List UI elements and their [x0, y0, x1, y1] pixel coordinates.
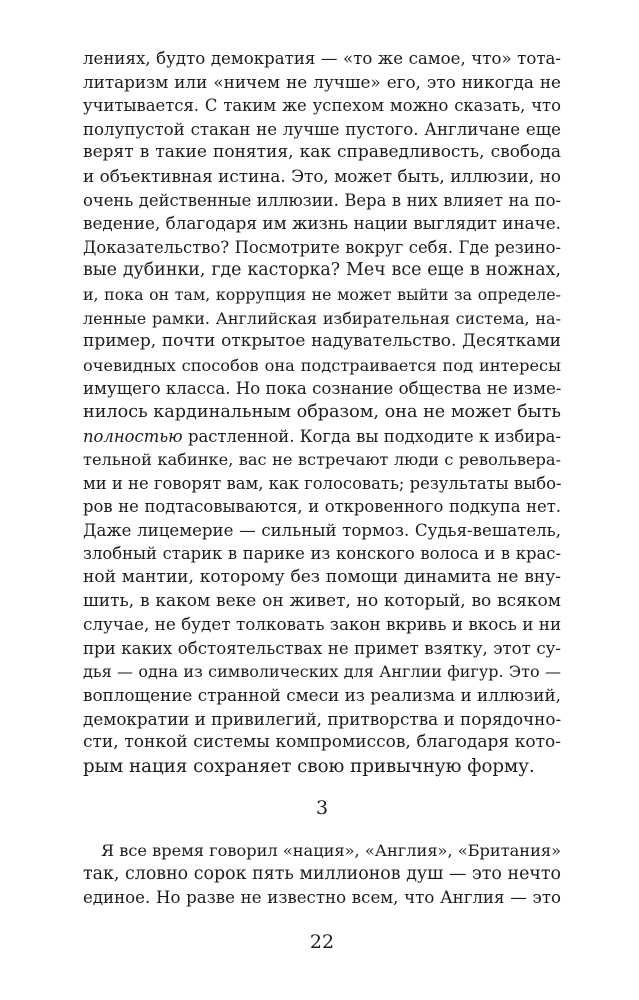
- text-line: литаризм или «ничем не лучше» его, это никогда не: [83, 71, 561, 92]
- text-line-rest: растленной. Когда вы подходите к избира-: [182, 426, 561, 446]
- paragraph-1: [83, 47, 561, 778]
- text-line: дья — одна из символических для Англии фигур. Это —: [83, 662, 561, 682]
- text-line: нилось кардинальным образом, она не может быть: [83, 401, 561, 422]
- text-line: ленные рамки. Английская избирательная система, на-: [83, 308, 561, 328]
- italic-word: полностью: [83, 426, 183, 446]
- text-line: воплощение странной смеси из реализма и иллюзий,: [83, 685, 561, 706]
- text-line: очевидных способов она подстраивается под интересы: [83, 355, 561, 375]
- text-line: полупустой стакан не лучше пустого. Англичане еще: [83, 119, 561, 139]
- text-line: и, пока он там, коррупция не может выйти за определе-: [83, 284, 561, 304]
- page-number: 22: [309, 931, 335, 953]
- text-line: очень действенные иллюзии. Вера в них влияет на по-: [83, 190, 561, 210]
- text-line: лениях, будто демократия — «то же самое, что» тота-: [83, 49, 561, 68]
- text-line: единое. Но разве не известно всем, что Англия — это: [83, 888, 561, 908]
- text-line: Доказательство? Посмотрите вокруг себя. Где резино-: [83, 237, 561, 257]
- text-line: вые дубинки, где касторка? Меч все еще в ножнах,: [83, 260, 561, 281]
- text-line: случае, не будет толковать закон вкривь и вкось и ни: [83, 614, 562, 635]
- book-page: [83, 47, 562, 953]
- text-line: ми и не говорят вам, как голосовать; результаты выбо-: [83, 473, 562, 493]
- text-line: тельной кабинке, вас не встречают люди с револьвера-: [83, 450, 561, 470]
- text-line: при каких обстоятельствах не примет взятку, этот су-: [83, 638, 561, 658]
- text-line: имущего класса. Но пока сознание общества не изме-: [83, 379, 562, 399]
- paragraph-2: [83, 839, 561, 910]
- section-number: 3: [315, 797, 329, 819]
- text-line: Я все время говорил «нация», «Англия», «Британия»: [101, 841, 561, 860]
- text-line: сти, тонкой системы компромиссов, благодаря кото-: [83, 732, 561, 753]
- text-line: злобный старик в парике из конского волоса и в крас-: [83, 544, 561, 564]
- text-line: учитывается. С таким же успехом можно сказать, что: [83, 96, 561, 116]
- text-line: демократии и привилегий, притворства и порядочно-: [83, 708, 562, 729]
- text-line: ной мантии, которому без помощи динамита не вну-: [83, 567, 561, 588]
- text-line: верят в такие понятия, как справедливость, свобода: [83, 142, 561, 163]
- text-line: рым нация сохраняет свою привычную форму.: [83, 755, 535, 777]
- text-line-with-italic: [83, 425, 561, 449]
- text-line: пример, почти открытое надувательство. Десятками: [83, 331, 561, 352]
- text-line: ведение, благодаря им жизнь нации выглядит иначе.: [83, 213, 561, 234]
- text-line: ров не подтасовываются, и откровенного подкупа нет.: [83, 497, 561, 517]
- text-line: и объективная истина. Это, может быть, иллюзии, но: [83, 165, 561, 186]
- text-line: так, словно сорок пять миллионов душ — это нечто: [83, 863, 561, 884]
- text-line: шить, в каком веке он живет, но который, во всяком: [83, 590, 561, 611]
- text-line: Даже лицемерие — сильный тормоз. Судья-вешатель,: [83, 520, 561, 540]
